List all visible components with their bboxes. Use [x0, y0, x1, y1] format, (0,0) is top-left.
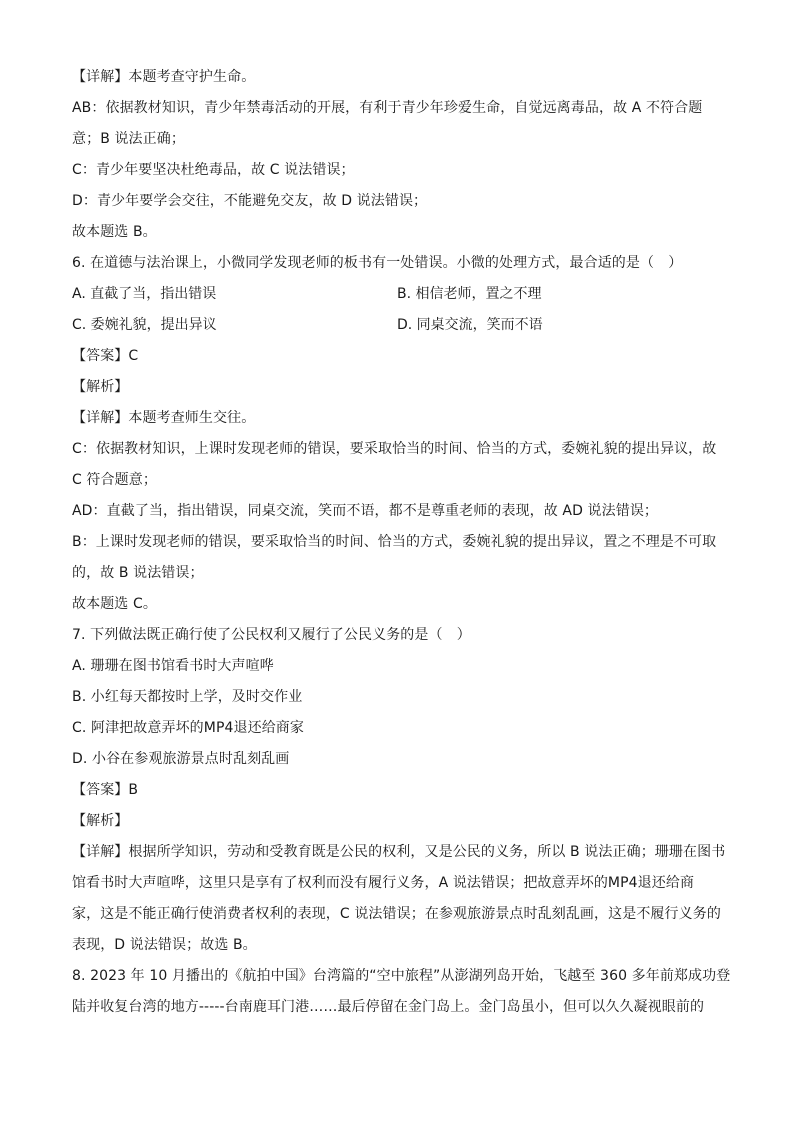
option-d: D. 同桌交流，笑而不语 — [397, 317, 543, 333]
detail-line: C：青少年要坚决杜绝毒品，故 C 说法错误； — [72, 162, 355, 178]
detail-line: AB：依据教材知识，青少年禁毒活动的开展，有利于青少年珍爱生命，自觉远离毒品，故 A 不符合题 — [72, 100, 703, 116]
detail-line: AD：直截了当，指出错误，同桌交流，笑而不语，都不是尊重老师的表现，故 AD 说法错误； — [72, 503, 659, 519]
detail-line: 故本题选 C。 — [72, 596, 157, 612]
option-c: C. 委婉礼貌，提出异议 — [72, 317, 217, 333]
detail-line: 【详解】本题考查守护生命。 — [72, 69, 256, 85]
detail-line: C 符合题意； — [72, 472, 157, 488]
detail-line: 故本题选 B。 — [72, 224, 157, 240]
question-8 — [72, 961, 731, 1023]
detail-line: 的，故 B 说法错误； — [72, 565, 204, 581]
analysis-label: 【解析】 — [72, 813, 129, 829]
option-b: B. 小红每天都按时上学，及时交作业 — [72, 689, 303, 705]
q5-explanation — [72, 62, 722, 248]
option-c: C. 阿津把故意弄坏的MP4退还给商家 — [72, 720, 305, 736]
answer-line: 【答案】C — [72, 348, 139, 364]
question-stem: 7. 下列做法既正确行使了公民权利又履行了公民义务的是（ ） — [72, 627, 471, 643]
detail-line: 【详解】本题考查师生交往。 — [72, 410, 256, 426]
option-a: A. 直截了当，指出错误 — [72, 286, 217, 302]
detail-line: 家，这是不能正确行使消费者权利的表现，C 说法错误；在参观旅游景点时乱刻乱画，这是不履行义务的 — [72, 906, 721, 922]
detail-line: D：青少年要学会交往，不能避免交友，故 D 说法错误； — [72, 193, 428, 209]
options-row — [72, 279, 722, 310]
options-row — [72, 310, 722, 341]
detail-line: 馆看书时大声喧哗，这里只是享有了权利而没有履行义务，A 说法错误；把故意弄坏的MP4退还给商 — [72, 875, 695, 891]
question-stem: 陆并收复台湾的地方-----台南鹿耳门港……最后停留在金门岛上。金门岛虽小，但可以久久凝视眼前的 — [72, 999, 705, 1015]
detail-line: 意；B 说法正确； — [72, 131, 185, 147]
question-stem: 6. 在道德与法治课上，小微同学发现老师的板书有一处错误。小微的处理方式，最合适的是（ ） — [72, 255, 683, 271]
option-a: A. 珊珊在图书馆看书时大声喧哗 — [72, 658, 274, 674]
detail-line: B：上课时发现老师的错误，要采取恰当的时间、恰当的方式，委婉礼貌的提出异议，置之不理是不可取 — [72, 534, 717, 550]
question-7 — [72, 620, 726, 961]
detail-line: C：依据教材知识，上课时发现老师的错误，要采取恰当的时间、恰当的方式，委婉礼貌的提出异议，故 — [72, 441, 717, 457]
option-d: D. 小谷在参观旅游景点时乱刻乱画 — [72, 751, 290, 767]
document-page — [72, 62, 731, 1023]
answer-line: 【答案】B — [72, 782, 139, 798]
detail-line: 【详解】根据所学知识，劳动和受教育既是公民的权利，又是公民的义务，所以 B 说法正确；珊珊在图书 — [72, 844, 726, 860]
analysis-label: 【解析】 — [72, 379, 129, 395]
question-6 — [72, 248, 722, 620]
option-b: B. 相信老师，置之不理 — [397, 286, 542, 302]
question-stem: 8. 2023 年 10 月播出的《航拍中国》台湾篇的“空中旅程”从澎湖列岛开始，飞越至 360 多年前郑成功登 — [72, 968, 731, 984]
detail-line: 表现，D 说法错误；故选 B。 — [72, 937, 257, 953]
